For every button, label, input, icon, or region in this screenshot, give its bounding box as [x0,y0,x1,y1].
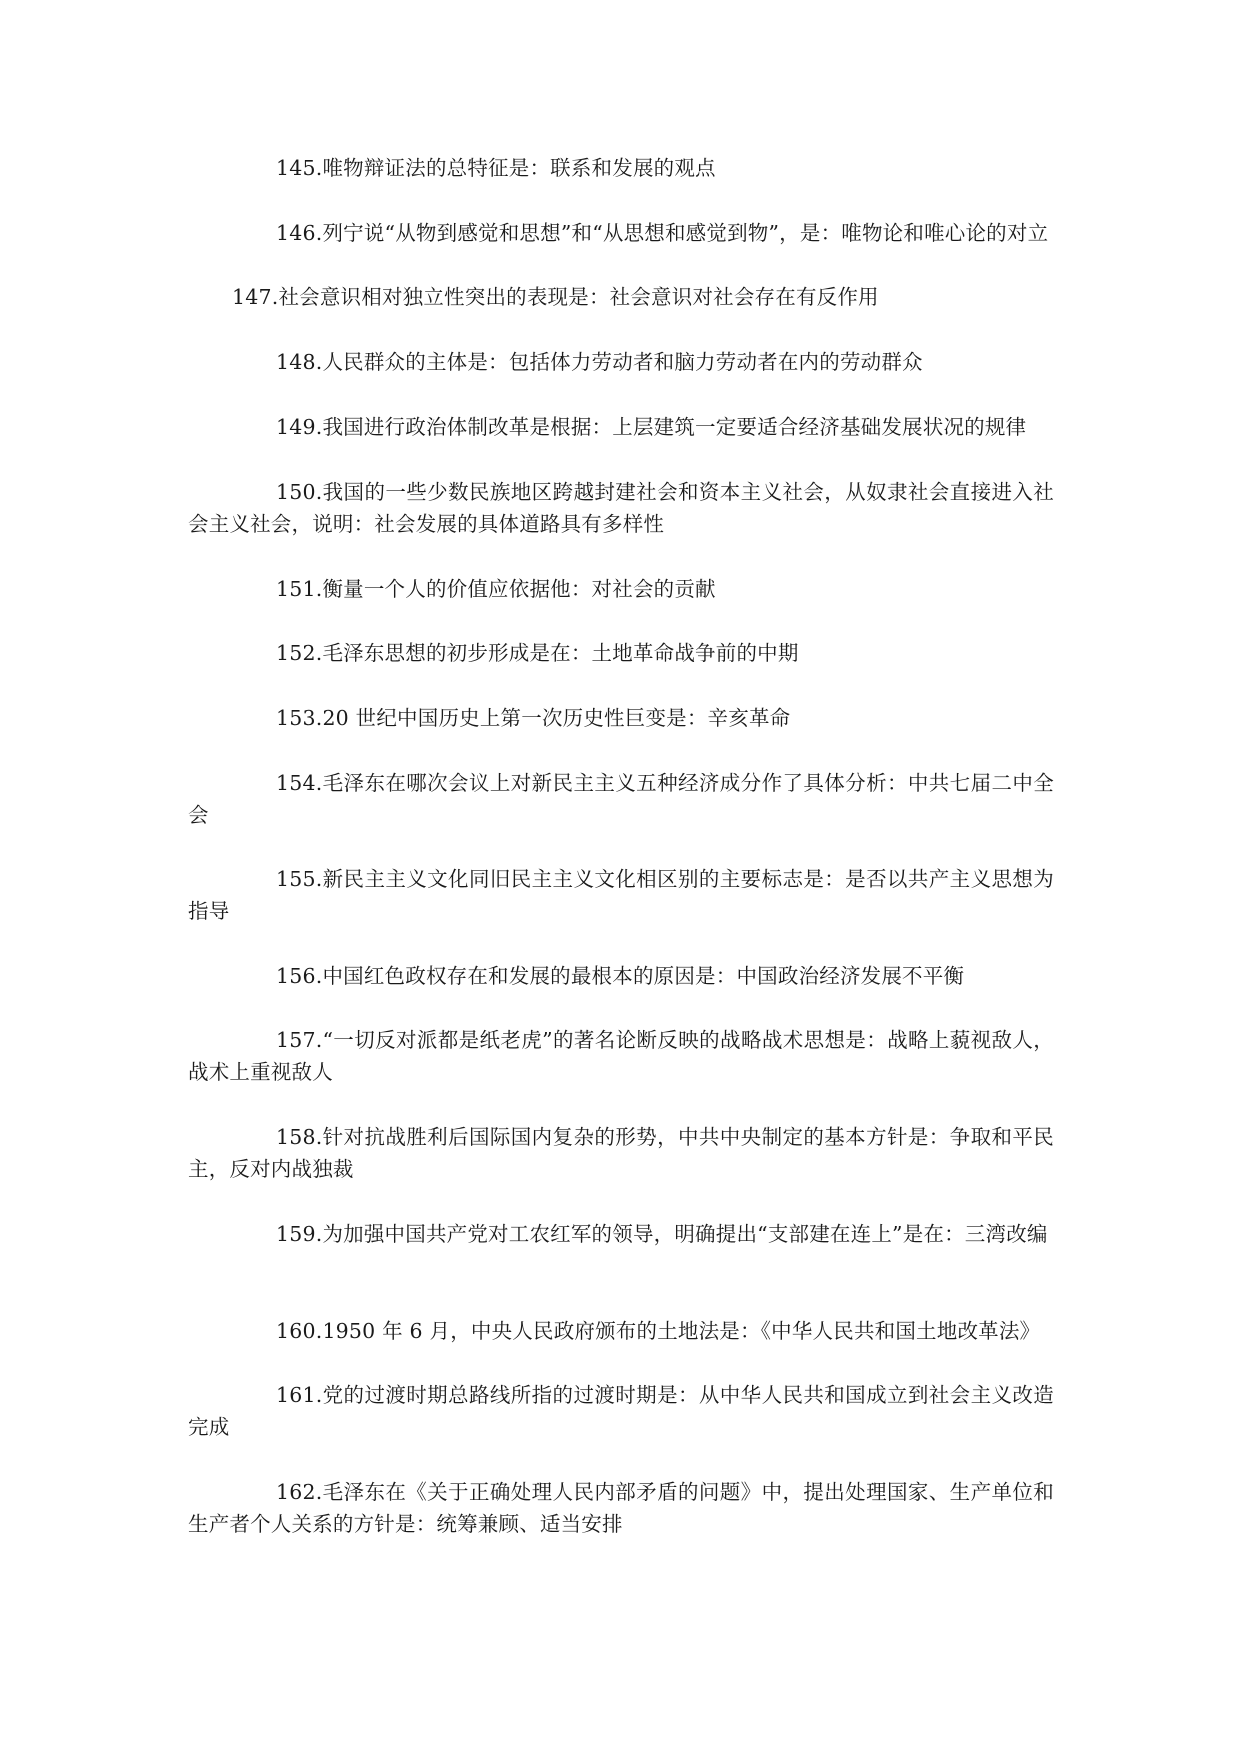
list-item-156: 156.中国红色政权存在和发展的最根本的原因是：中国政治经济发展不平衡 [276,964,965,988]
list-item-150: 150.我国的一些少数民族地区跨越封建社会和资本主义社会，从奴隶社会直接进入社会主义社会，说明：社会发展的具体道路具有多样性 [188,480,1054,536]
list-item-155: 155.新民主主义文化同旧民主主义文化相区别的主要标志是：是否以共产主义思想为指导 [188,867,1054,923]
list-item-160: 160.1950 年 6 月，中央人民政府颁布的土地法是：《中华人民共和国土地改革法》 [276,1319,1041,1343]
list-item-153: 153.20 世纪中国历史上第一次历史性巨变是：辛亥革命 [276,706,791,730]
list-item-147: 147.社会意识相对独立性突出的表现是：社会意识对社会存在有反作用 [232,285,879,309]
list-item-159: 159.为加强中国共产党对工农红军的领导，明确提出“支部建在连上”是在：三湾改编 [276,1222,1048,1246]
list-item-154: 154.毛泽东在哪次会议上对新民主主义五种经济成分作了具体分析：中共七届二中全会 [188,771,1054,827]
list-item-152: 152.毛泽东思想的初步形成是在：土地革命战争前的中期 [276,641,799,665]
list-item-145: 145.唯物辩证法的总特征是：联系和发展的观点 [276,156,716,180]
list-item-157: 157.“一切反对派都是纸老虎”的著名论断反映的战略战术思想是：战略上藐视敌人，战术上重视敌人 [188,1028,1054,1084]
list-item-146: 146.列宁说“从物到感觉和思想”和“从思想和感觉到物”，是：唯物论和唯心论的对立 [276,221,1049,245]
list-item-151: 151.衡量一个人的价值应依据他：对社会的贡献 [276,577,716,601]
list-item-148: 148.人民群众的主体是：包括体力劳动者和脑力劳动者在内的劳动群众 [276,350,923,374]
list-item-161: 161.党的过渡时期总路线所指的过渡时期是：从中华人民共和国成立到社会主义改造完成 [188,1383,1054,1439]
list-item-158: 158.针对抗战胜利后国际国内复杂的形势，中共中央制定的基本方针是：争取和平民主，反对内战独裁 [188,1125,1054,1181]
list-item-162: 162.毛泽东在《关于正确处理人民内部矛盾的问题》中，提出处理国家、生产单位和生产者个人关系的方针是：统筹兼顾、适当安排 [188,1480,1054,1536]
list-item-149: 149.我国进行政治体制改革是根据：上层建筑一定要适合经济基础发展状况的规律 [276,415,1027,439]
